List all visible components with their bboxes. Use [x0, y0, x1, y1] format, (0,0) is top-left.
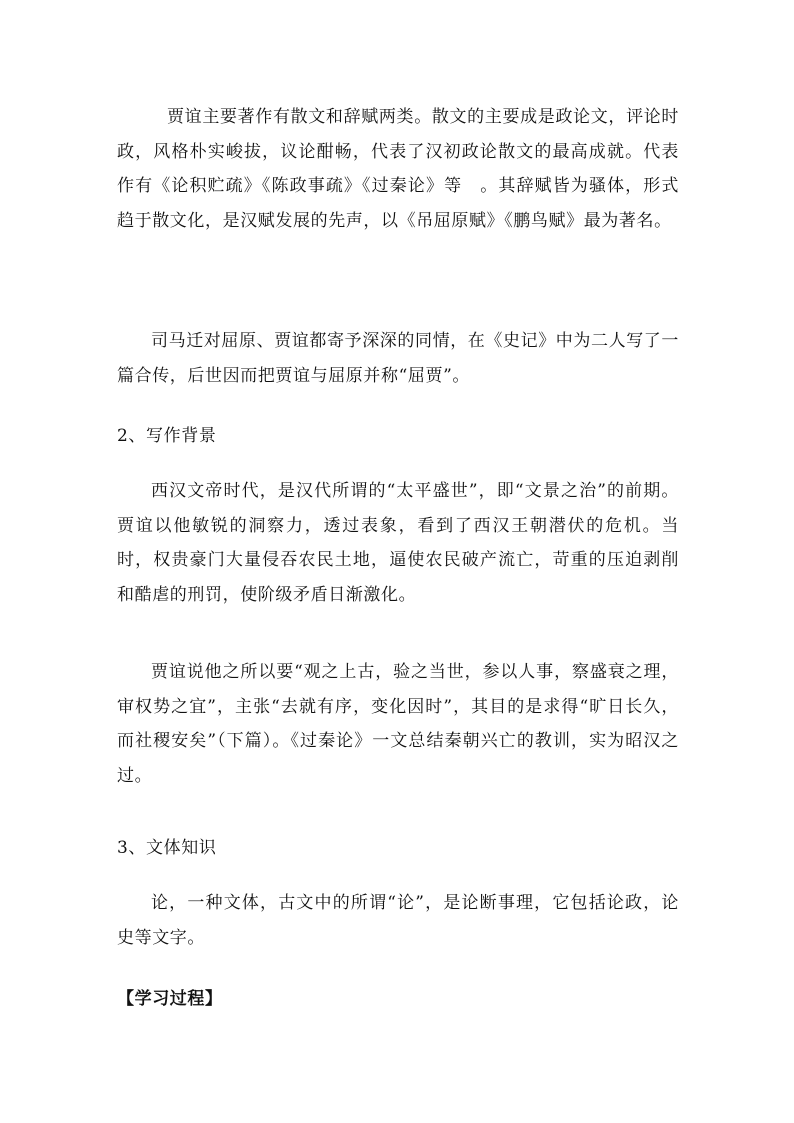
- paragraph-sima-qian: 司马迁对屈原、贾谊都寄予深深的同情，在《史记》中为二人写了一篇合传，后世因而把贾谊与屈原并称“屈贾”。: [117, 331, 679, 386]
- paragraph-author-works: 贾谊主要著作有散文和辞赋两类。散文的主要成是政论文，评论时政，风格朴实峻拔，议论酣畅，代表了汉初政论散文的最高成就。代表作有《论积贮疏》《陈政事疏》《过秦论》等 。其辞赋皆为骚体，形式趋于散文化，是汉赋发展的先声，以《吊屈原赋》《鹏鸟赋》最为著名。: [117, 107, 679, 231]
- heading-writing-background: 2、写作背景: [117, 426, 217, 446]
- paragraph-western-han-era: 西汉文帝时代，是汉代所谓的“太平盛世”，即“文景之治”的前期。贾谊以他敏锐的洞察力，透过表象，看到了西汉王朝潜伏的危机。当时，权贵豪门大量侵吞农民土地，逼使农民破产流亡，苛重的压迫剥削和酷虐的刑罚，使阶级矛盾日渐激化。: [117, 481, 679, 605]
- heading-genre-knowledge: 3、文体知识: [117, 838, 217, 858]
- paragraph-lun-genre: 论，一种文体，古文中的所谓“论”，是论断事理，它包括论政，论史等文字。: [117, 893, 679, 948]
- heading-learning-process: 【学习过程】: [117, 989, 223, 1009]
- paragraph-jia-yi-purpose: 贾谊说他之所以要“观之上古，验之当世，参以人事，察盛衰之理，审权势之宜”，主张“去就有序，变化因时”，其目的是求得“旷日长久，而社稷安矣”（下篇）。《过秦论》一文总结秦朝兴亡的教训，实为昭汉之过。: [117, 662, 679, 786]
